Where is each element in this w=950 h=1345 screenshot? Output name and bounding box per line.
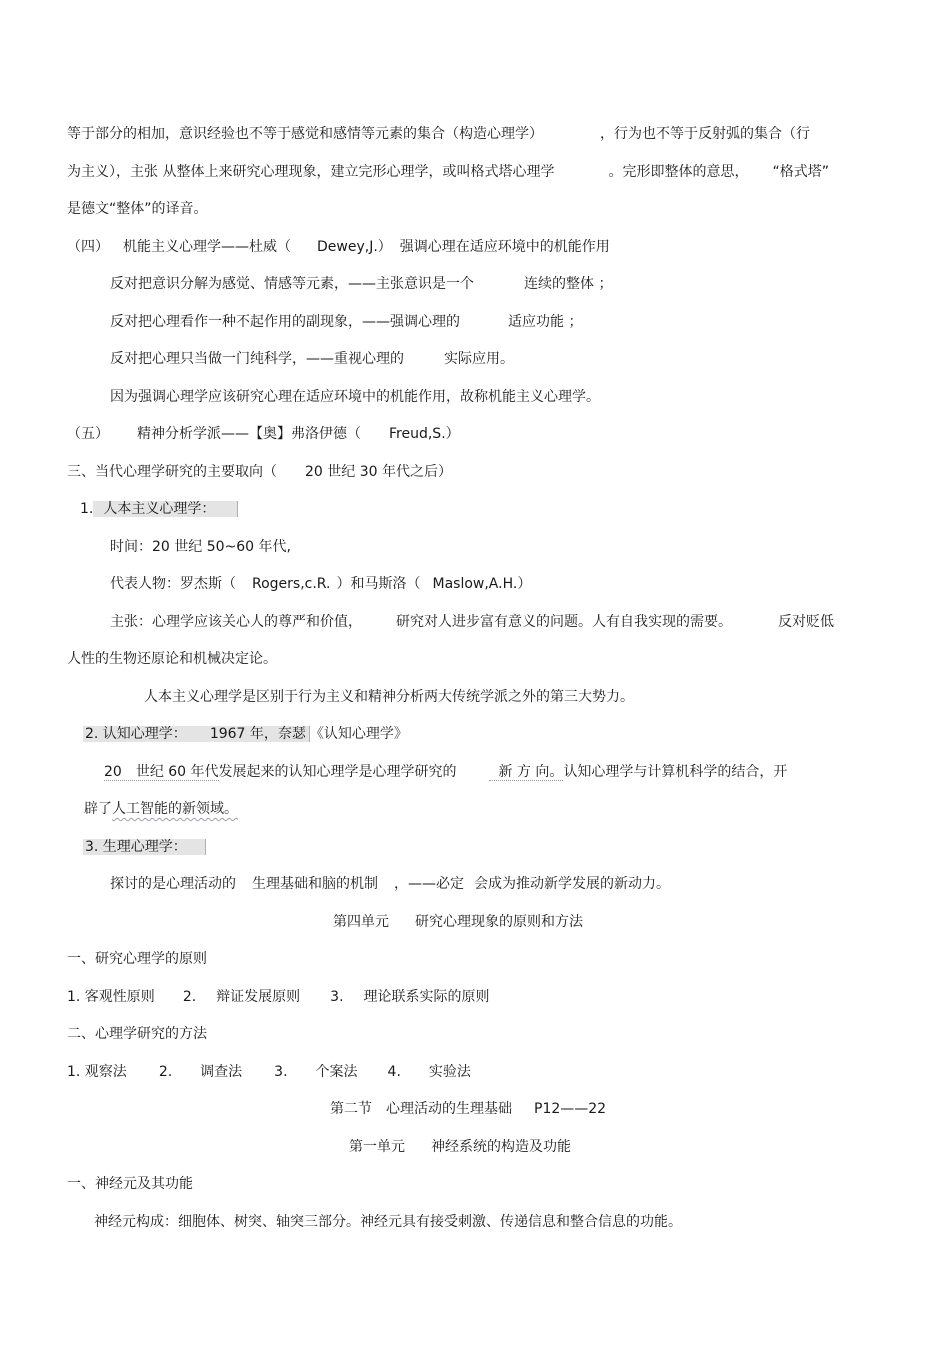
paragraph-line <box>104 762 787 782</box>
text-segment: 人本主义心理学是区别于行为主义和精神分析两大传统学派之外的第三大势力。 <box>144 689 634 705</box>
text-segment: 第二节 <box>330 1101 372 1117</box>
text-segment: 新 方 向。 <box>489 764 564 781</box>
text-segment: 适应功能 ； <box>508 314 583 330</box>
text-segment: 三、当代心理学研究的主要取向（ <box>67 464 277 480</box>
text-segment: （五） <box>67 426 109 442</box>
text-segment: 人工智能的新领域。 <box>112 801 238 817</box>
text-segment: ，——必定 <box>394 876 464 892</box>
text-segment: P12——22 <box>534 1101 607 1117</box>
paragraph-line <box>110 387 600 407</box>
text-segment: 实际应用。 <box>444 351 514 367</box>
text-segment: 因为强调心理学应该研究心理在适应环境中的机能作用，故称机能主义心理学。 <box>110 389 600 405</box>
text-segment: 2. <box>182 989 197 1005</box>
section-heading <box>67 1174 193 1194</box>
paragraph-line <box>67 162 829 182</box>
text-segment: 是德文“整体”的译音。 <box>67 201 208 217</box>
paragraph-line <box>110 349 514 369</box>
text-segment: 实验法 <box>428 1064 471 1080</box>
text-segment: 神经系统的构造及功能 <box>431 1139 571 1155</box>
text-segment: 1. <box>80 501 94 517</box>
subheading-physiological <box>83 837 206 857</box>
paragraph-line <box>110 274 612 294</box>
text-segment: ）和马斯洛（ <box>336 576 421 592</box>
text-segment: 等于部分的相加，意识经验也不等于感觉和感情等元素的集合（构造心理学） <box>67 126 536 142</box>
text-segment: 一、研究心理学的原则 <box>67 951 207 967</box>
text-segment: 机能主义心理学——杜威（ <box>123 239 291 255</box>
section-heading-5 <box>67 424 460 444</box>
highlighted-heading: 1967 年，奈瑟 <box>190 726 310 742</box>
highlighted-heading: 人本主义心理学： <box>93 501 238 517</box>
text-segment: 1. 客观性原则 <box>67 989 155 1005</box>
text-segment: Rogers,c.R. <box>252 576 331 592</box>
unit-title <box>349 1137 571 1157</box>
text-segment: 20 世纪 30 年代之后） <box>305 464 452 480</box>
paragraph-line <box>110 537 291 557</box>
subheading-humanistic <box>80 499 238 519</box>
text-segment: 。完形即整体的意思， <box>608 164 749 180</box>
section-heading <box>67 949 207 969</box>
unit-title <box>333 912 583 932</box>
subheading-cognitive <box>83 724 408 744</box>
text-segment: 认知心理学与计算机科学的结合，开 <box>563 764 788 780</box>
text-segment: 时间：20 世纪 50~60 年代, <box>110 539 291 555</box>
text-segment: 研究心理现象的原则和方法 <box>415 914 583 930</box>
text-segment: 会成为推动新学发展的新动力。 <box>474 876 670 892</box>
paragraph-line <box>144 687 634 707</box>
text-segment: 研究对人进步富有意义的问题。人有自我实现的需要。 <box>396 614 732 630</box>
text-segment: 反对把心理看作一种不起作用的副现象，——强调心理的 <box>110 314 460 330</box>
highlighted-heading: 2. 认知心理学： <box>83 726 190 742</box>
text-segment: 心理活动的生理基础 <box>386 1101 512 1117</box>
text-segment: 20 世纪 60 年代 <box>104 764 219 780</box>
text-segment: 辟了 <box>84 801 112 817</box>
text-segment: 为主义），主张 从整体上来研究心理现象，建立完形心理学，或叫格式塔心理学 <box>67 164 555 180</box>
text-segment: 反对把心理只当做一门纯科学，——重视心理的 <box>110 351 404 367</box>
text-segment: 主张：心理学应该关心人的尊严和价值， <box>110 614 362 630</box>
text-segment: 第四单元 <box>333 914 389 930</box>
text-segment: 二、心理学研究的方法 <box>67 1026 207 1042</box>
text-segment: 反对把意识分解为感觉、情感等元素，——主张意识是一个 <box>110 276 474 292</box>
text-segment: Maslow,A.H.） <box>432 576 532 592</box>
paragraph-line <box>110 874 670 894</box>
text-segment: 1. 观察法 <box>67 1064 127 1080</box>
paragraph-line <box>67 124 810 144</box>
text-segment: 生理基础和脑的机制 <box>252 876 378 892</box>
text-segment: 辩证发展原则 <box>216 989 301 1005</box>
paragraph-line <box>110 612 834 632</box>
text-segment: 代表人物：罗杰斯（ <box>110 576 236 592</box>
text-segment: 个案法 <box>315 1064 358 1080</box>
text-segment: 探讨的是心理活动的 <box>110 876 236 892</box>
text-segment: 4. <box>387 1064 401 1080</box>
text-segment: 3. <box>274 1064 288 1080</box>
section-heading <box>67 1024 207 1044</box>
text-segment: 2. <box>158 1064 173 1080</box>
text-segment: Dewey,J.） <box>317 239 392 255</box>
paragraph-line <box>110 574 531 594</box>
text-segment: 调查法 <box>200 1064 243 1080</box>
section-title <box>330 1099 606 1119</box>
section-heading-4 <box>67 237 610 257</box>
paragraph-line <box>110 312 582 332</box>
paragraph-line <box>67 199 208 219</box>
text-segment: 神经元构成：细胞体、树突、轴突三部分。神经元具有接受刺激、传递信息和整合信息的功能。 <box>94 1214 682 1230</box>
text-segment: 反对贬低 <box>778 614 834 630</box>
text-segment: “格式塔” <box>772 164 829 180</box>
text-segment: （四） <box>67 239 109 255</box>
text-segment: 强调心理在适应环境中的机能作用 <box>399 239 610 255</box>
paragraph-line <box>94 1212 682 1232</box>
paragraph-line <box>84 799 238 819</box>
text-segment: 第一单元 <box>349 1139 405 1155</box>
text-segment: 连续的整体 ； <box>524 276 613 292</box>
text-segment: Freud,S.） <box>389 426 460 442</box>
text-segment: 人性的生物还原论和机械决定论。 <box>67 651 277 667</box>
methods-list <box>67 1062 471 1082</box>
text-segment: 一、神经元及其功能 <box>67 1176 193 1192</box>
text-segment: 精神分析学派——【奥】弗洛伊德（ <box>137 426 361 442</box>
text-segment: ，行为也不等于反射弧的集合（行 <box>600 126 810 142</box>
text-segment: 《认知心理学》 <box>309 726 408 742</box>
text-segment: 发展起来的认知心理学是心理学研究的 <box>218 764 457 780</box>
text-segment: 理论联系实际的原则 <box>363 989 490 1005</box>
paragraph-line <box>67 649 277 669</box>
principles-list <box>67 987 490 1007</box>
section-heading-3 <box>67 462 452 482</box>
text-segment: 3. <box>330 989 344 1005</box>
highlighted-heading: 3. 生理心理学： <box>83 839 206 855</box>
